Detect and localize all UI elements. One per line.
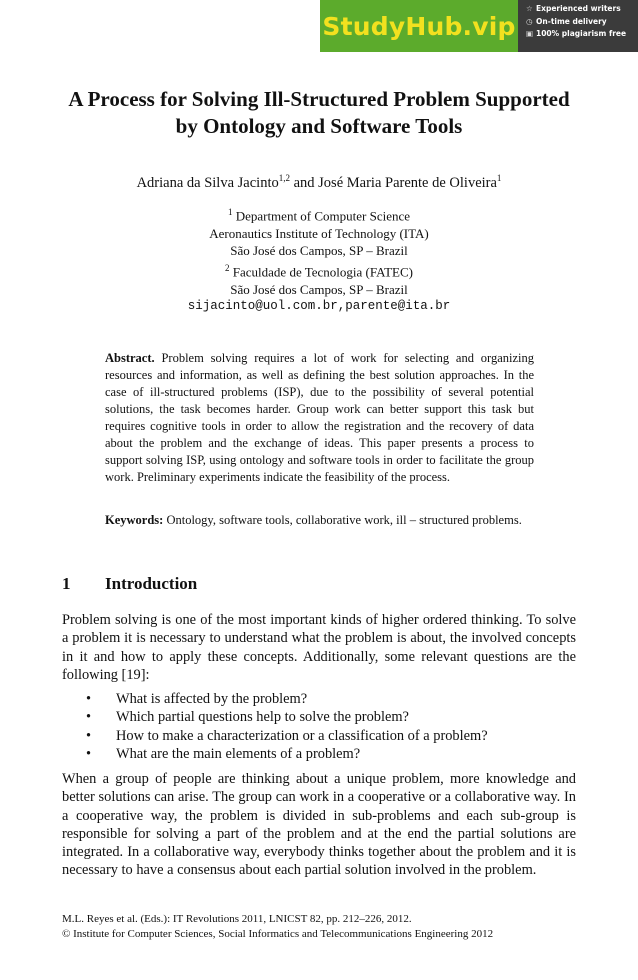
list-item: • What is affected by the problem? xyxy=(86,691,308,707)
intro-paragraph-2: When a group of people are thinking about a unique problem, more knowledge and better solutions can arise. The group can work in a cooperative or a collaborative way. In a cooperative way, the problem is divided in sub-problems and each sub-group is responsible for solving a part of the problem and at the end the partial solutions are integrated. In a collaborative way, everybody thinks together about the problem and it is necessary to have a consensus about each partial solution involved in the problem. xyxy=(62,771,576,879)
title-line-2: by Ontology and Software Tools xyxy=(175,114,463,138)
title-line-1: A Process for Solving Ill-Structured Problem Supported xyxy=(68,87,570,111)
affil-line: $^1$ Department of Computer Science xyxy=(227,207,411,224)
feature-plagiarism: ▣ 100% plagiarism free xyxy=(526,28,638,41)
bullet-icon: • xyxy=(86,709,92,726)
author-1: Adriana da Silva Jacinto xyxy=(136,174,279,191)
question-list xyxy=(82,690,488,763)
author-2-affil: 1 xyxy=(496,173,502,183)
affil-line: $^2$ Faculdade de Tecnologia (FATEC) xyxy=(225,262,413,280)
affiliations xyxy=(0,204,638,316)
bullet-icon: • xyxy=(86,745,92,762)
authors xyxy=(0,173,638,192)
copyright-line: © Institute for Computer Sciences, Social Informatics and Telecommunications Engineering 2012 xyxy=(62,927,494,940)
ad-banner[interactable] xyxy=(320,0,638,52)
list-item: • How to make a characterization or a classification of a problem? xyxy=(86,727,488,744)
banner-features xyxy=(518,0,638,52)
affil-line: São José dos Campos, SP – Brazil xyxy=(230,281,408,297)
author-separator: and xyxy=(289,174,319,191)
star-icon: ☆ xyxy=(526,4,533,13)
bullet-icon: • xyxy=(86,691,92,707)
keywords xyxy=(105,512,534,529)
feature-writers: ☆ Experienced writers xyxy=(526,3,638,16)
bullet-icon: • xyxy=(86,727,92,744)
section-number: 1 xyxy=(62,574,71,593)
section-title: Introduction xyxy=(105,574,198,593)
feature-delivery: ◷ On-time delivery xyxy=(526,16,638,29)
abstract-text: Problem solving requires a lot of work for selecting and organizing resources and information, as well as defining the best solution approaches. In the case of ill-structured problems (ISP), due to the possibility of several potential solutions, the task becomes harder. Group work can better support this task but requires cognitive tools in order to allow the registration and the recovery of data about the problem and the exchange of ideas. This paper presents a process to support solving ISP, using ontology and software tools in order to facilitate the group work. Preliminary experiments indicate the feasibility of the process. xyxy=(105,351,535,484)
citation-line: M.L. Reyes et al. (Eds.): IT Revolutions 2011, LNICST 82, pp. 212–226, 2012. xyxy=(62,913,412,925)
studyhub-logo[interactable] xyxy=(320,0,518,52)
logo-text: StudyHub.vip xyxy=(322,11,516,41)
email-addresses: sijacinto@uol.com.br,parente@ita.br xyxy=(187,299,451,314)
paper-title xyxy=(0,86,638,140)
document-icon: ▣ xyxy=(526,29,534,38)
section-heading xyxy=(62,574,197,594)
page-footer xyxy=(62,912,493,941)
keywords-label: Keywords: xyxy=(105,513,164,527)
affil-line: São José dos Campos, SP – Brazil xyxy=(230,243,408,259)
list-item: • What are the main elements of a problem? xyxy=(86,745,361,762)
author-1-affil: 1,2 xyxy=(278,173,290,183)
list-item: • Which partial questions help to solve the problem? xyxy=(86,709,409,726)
keywords-text: Ontology, software tools, collaborative work, ill – structured problems. xyxy=(166,513,522,527)
affil-line: Aeronautics Institute of Technology (ITA) xyxy=(209,225,429,241)
intro-paragraph-1: Problem solving is one of the most important kinds of higher ordered thinking. To solve a problem it is necessary to understand what the problem is about, the involved concepts in it and how to apply these concepts. Additionally, some relevant questions are the following [19]: xyxy=(62,612,576,683)
abstract-label: Abstract. xyxy=(105,351,155,365)
abstract xyxy=(105,350,534,486)
author-2: José Maria Parente de Oliveira xyxy=(318,174,497,191)
clock-icon: ◷ xyxy=(526,16,533,26)
